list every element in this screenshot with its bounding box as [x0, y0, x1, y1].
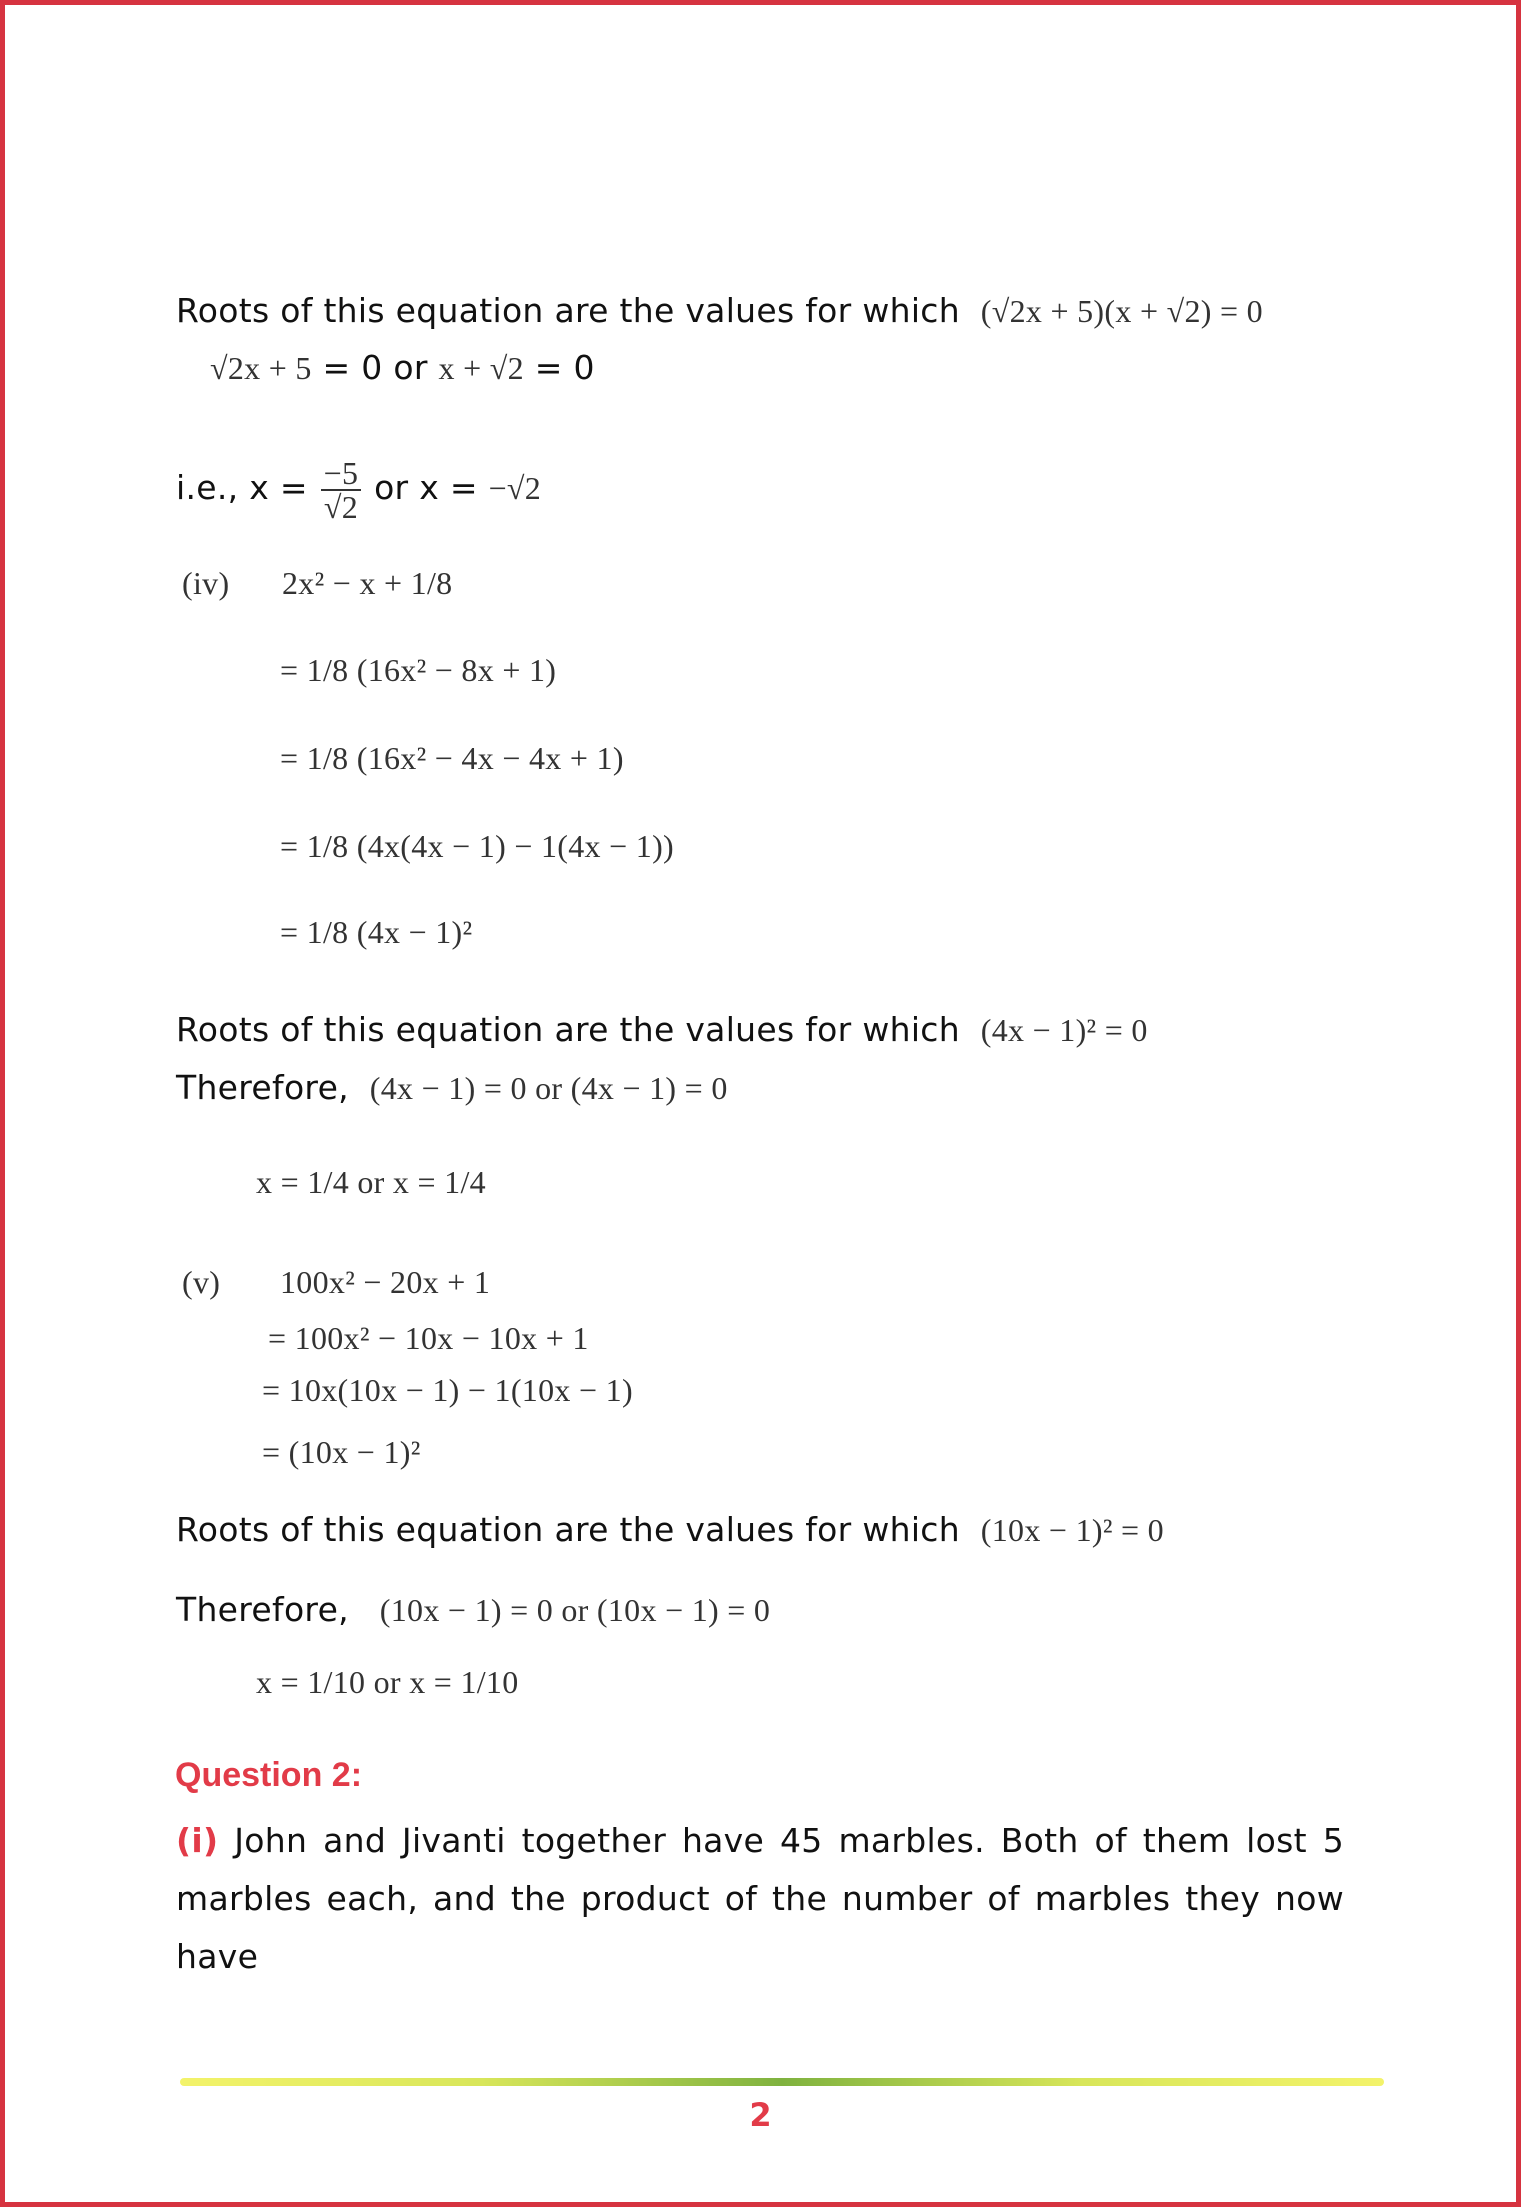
part-iv-expression: 2x² − x + 1/8 — [282, 565, 453, 601]
part-iv-step-4: = 1/8 (4x − 1)² — [280, 914, 473, 950]
part-v-therefore — [176, 1590, 770, 1630]
part-iv-step-2: = 1/8 (16x² − 4x − 4x + 1) — [280, 740, 624, 776]
second-root: −√2 — [488, 470, 542, 506]
part-v-step-1: = 100x² − 10x − 10x + 1 — [268, 1320, 589, 1356]
part-iv-step-3: = 1/8 (4x(4x − 1) − 1(4x − 1)) — [280, 828, 675, 864]
part-v-step-3: = (10x − 1)² — [262, 1434, 421, 1470]
part-iv-roots-text: Roots of this equation are the values for which — [176, 1010, 960, 1049]
factor-equation: (√2x + 5)(x + √2) = 0 — [980, 293, 1263, 329]
roots-statement-iii — [176, 291, 1263, 331]
part-iv-solution: x = 1/4 or x = 1/4 — [256, 1164, 486, 1200]
or-x-label: or x = — [374, 468, 478, 507]
part-v-therefore-label: Therefore, — [176, 1590, 349, 1629]
page-number: 2 — [749, 2096, 772, 2134]
roots-result-iii — [176, 448, 541, 528]
part-v-expression: 100x² − 20x + 1 — [280, 1264, 491, 1300]
roots-intro-text: Roots of this equation are the values for which — [176, 291, 960, 330]
question-2-text: John and Jivanti together have 45 marbles. Both of them lost 5 marbles each, and the product of the number of marbles they now have — [176, 1821, 1344, 1976]
part-v-roots-statement — [176, 1510, 1164, 1550]
part-iv-therefore — [176, 1068, 728, 1108]
question-2-body — [176, 1812, 1344, 1986]
part-v-roots-eq: (10x − 1)² = 0 — [980, 1512, 1164, 1548]
case-zero: = 0 — [534, 348, 595, 387]
case-b-lhs: x + √2 — [438, 350, 524, 386]
case-or: = 0 or — [322, 348, 428, 387]
case-a-lhs: √2x + 5 — [210, 350, 312, 386]
root-fraction — [321, 454, 362, 525]
part-v-roots-text: Roots of this equation are the values for which — [176, 1510, 960, 1549]
question-2-title: Question 2: — [175, 1756, 363, 1794]
fraction-denominator: √2 — [321, 489, 361, 523]
part-iv-label: (iv) — [182, 565, 230, 601]
part-iv-step-1: = 1/8 (16x² − 8x + 1) — [280, 652, 557, 688]
part-iv-therefore-label: Therefore, — [176, 1068, 349, 1107]
part-iv-roots-statement — [176, 1010, 1148, 1050]
question-2-part-label: (i) — [176, 1821, 219, 1860]
fraction-numerator: −5 — [323, 454, 359, 491]
part-iv-therefore-eq: (4x − 1) = 0 or (4x − 1) = 0 — [369, 1070, 728, 1106]
part-v-therefore-eq: (10x − 1) = 0 or (10x − 1) = 0 — [379, 1592, 771, 1628]
part-v-solution: x = 1/10 or x = 1/10 — [256, 1664, 519, 1700]
ie-label: i.e., x = — [176, 468, 308, 507]
part-iv-roots-eq: (4x − 1)² = 0 — [980, 1012, 1148, 1048]
part-v-label: (v) — [182, 1264, 221, 1300]
part-v-step-2: = 10x(10x − 1) − 1(10x − 1) — [262, 1372, 633, 1408]
root-cases-iii — [210, 348, 595, 388]
footer-divider — [180, 2078, 1384, 2086]
